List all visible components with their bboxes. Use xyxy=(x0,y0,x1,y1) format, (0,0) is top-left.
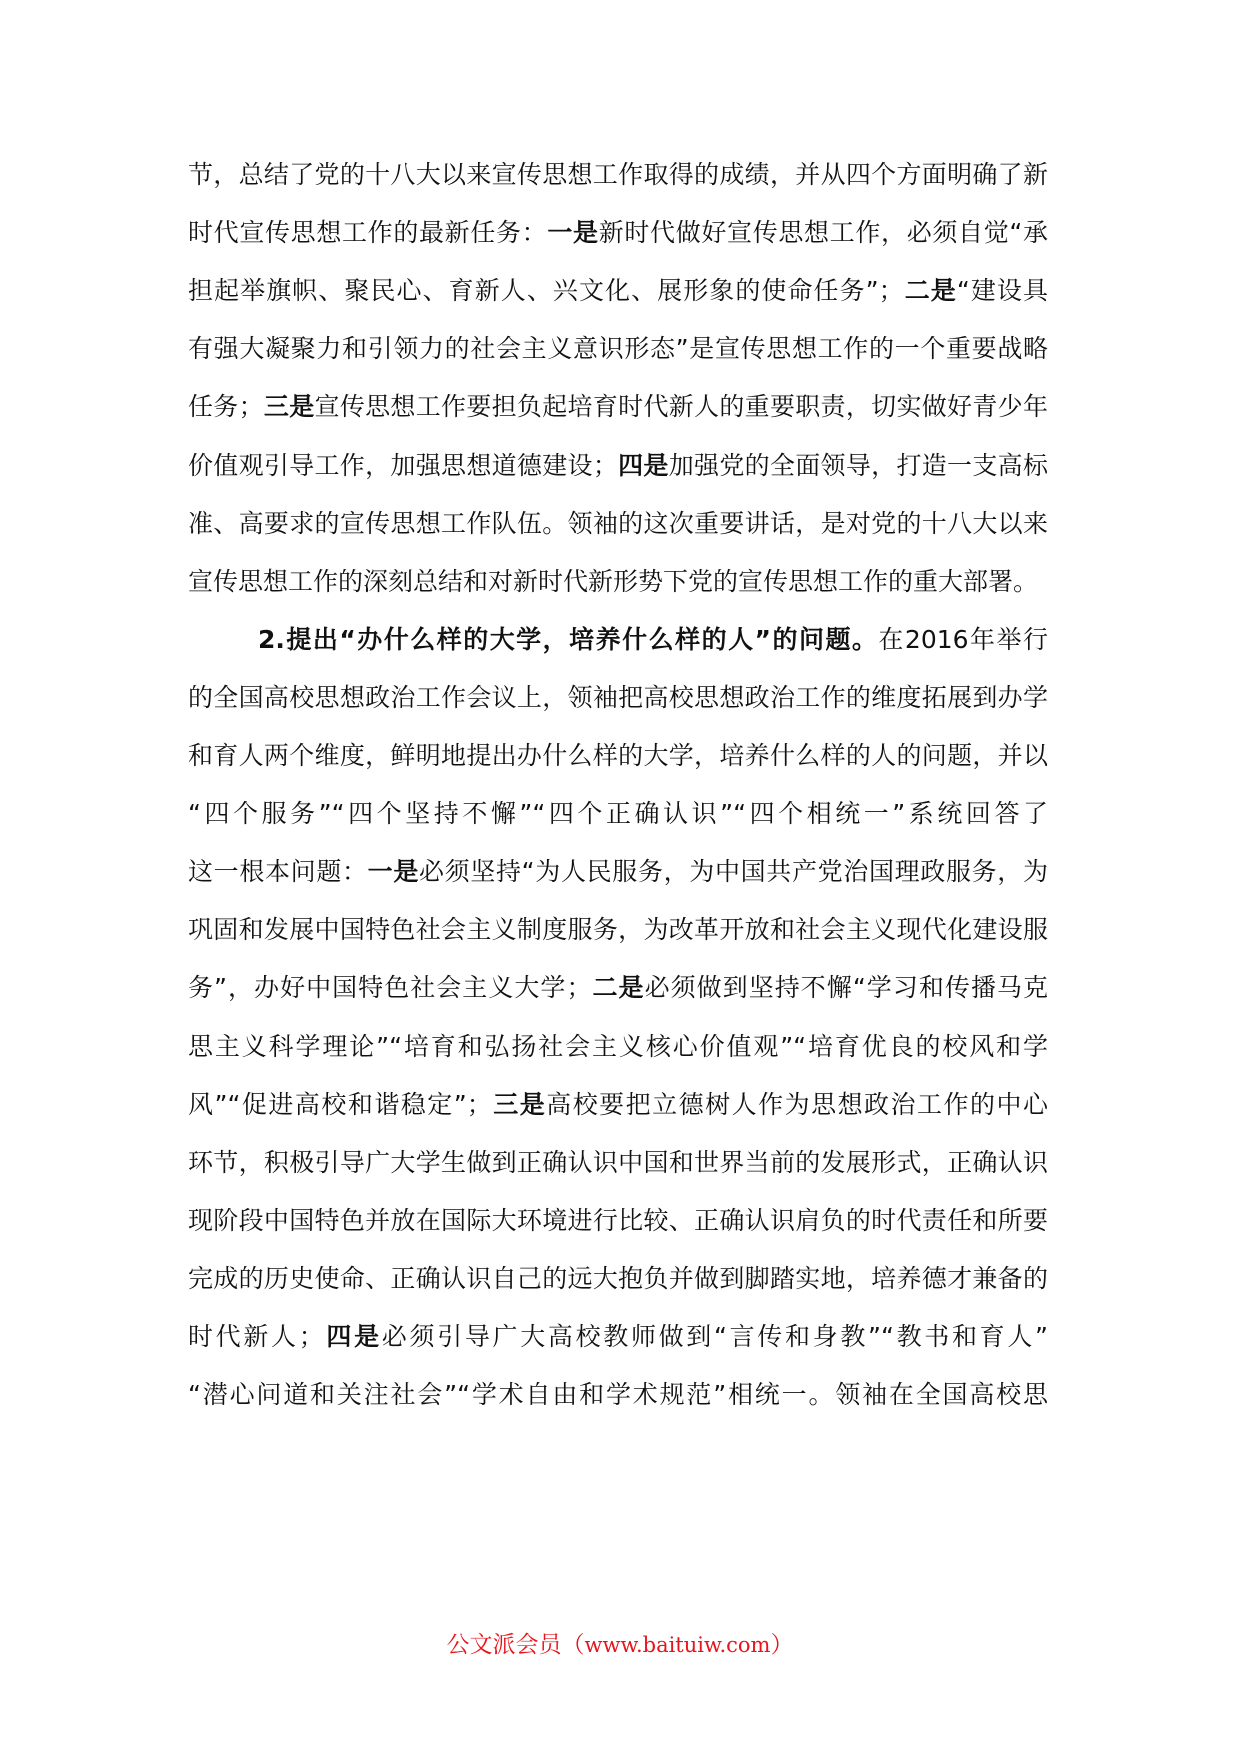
bold-text-segment: 一是 xyxy=(547,218,599,248)
text-line xyxy=(188,955,1048,1021)
text-segment: 任务； xyxy=(188,392,264,422)
bold-text-segment: 四是 xyxy=(617,450,669,480)
text-segment: 时代宣传思想工作的最新任务： xyxy=(188,218,548,248)
text-segment: 思主义科学理论”“培育和弘扬社会主义核心价值观”“培育优良的校风和学 xyxy=(188,1031,1048,1061)
text-segment: 的全国高校思想政治工作会议上，领袖把高校思想政治工作的维度拓展到办学 xyxy=(188,682,1048,712)
bold-text-segment: 三是 xyxy=(491,1089,547,1119)
text-line xyxy=(188,142,1048,208)
text-segment: 价值观引导工作，加强思想道德建设； xyxy=(188,450,618,480)
bold-text-segment: 二是 xyxy=(903,276,957,306)
text-segment: 加强党的全面领导，打造一支高标 xyxy=(668,450,1048,480)
text-line xyxy=(188,374,1048,440)
text-segment: 节，总结了党的十八大以来宣传思想工作取得的成绩，并从四个方面明确了新 xyxy=(188,160,1048,189)
bold-text-segment: 二是 xyxy=(591,973,645,1003)
text-segment: 这一根本问题： xyxy=(188,857,368,887)
text-line xyxy=(188,1304,1048,1370)
text-segment: 风”“促进高校和谐稳定”； xyxy=(188,1089,492,1119)
text-line xyxy=(188,839,1048,905)
text-line xyxy=(188,433,1048,499)
text-segment: 在2016年举行 xyxy=(878,624,1048,654)
text-line xyxy=(188,1246,1048,1312)
text-segment: 新时代做好宣传思想工作，必须自觉“承 xyxy=(598,218,1048,248)
text-segment: “建设具 xyxy=(956,276,1048,306)
text-segment: 宣传思想工作的深刻总结和对新时代新形势下党的宣传思想工作的重大部署。 xyxy=(188,566,1039,596)
text-line xyxy=(188,781,1048,847)
text-line xyxy=(258,607,1048,673)
text-segment: 务”，办好中国特色社会主义大学； xyxy=(188,973,592,1003)
text-segment: 现阶段中国特色并放在国际大环境进行比较、正确认识肩负的时代责任和所要 xyxy=(188,1205,1048,1235)
text-line xyxy=(188,1014,1048,1080)
text-line xyxy=(188,665,1048,731)
text-segment: 必须引导广大高校教师做到“言传和身教”“教书和育人” xyxy=(381,1322,1048,1351)
footer-label: 公文派会员（ xyxy=(446,1632,585,1658)
text-segment: “潜心问道和关注社会”“学术自由和学术规范”相统一。领袖在全国高校思 xyxy=(188,1380,1048,1410)
bold-text-segment: 三是 xyxy=(263,392,315,422)
text-line xyxy=(188,316,1048,382)
text-line xyxy=(188,491,1048,557)
footer-url[interactable]: www.baituiw.com xyxy=(584,1633,771,1657)
text-segment: “四个服务”“四个坚持不懈”“四个正确认识”“四个相统一”系统回答了 xyxy=(188,799,1048,829)
text-segment: 完成的历史使命、正确认识自己的远大抱负并做到脚踏实地，培养德才兼备的 xyxy=(188,1263,1048,1293)
watermark-footer xyxy=(0,1625,1240,1665)
text-segment: 担起举旗帜、聚民心、育新人、兴文化、展形象的使命任务”； xyxy=(188,276,904,306)
footer-close: ） xyxy=(770,1632,794,1658)
text-line xyxy=(188,549,1048,615)
text-segment: 必须做到坚持不懈“学习和传播马克 xyxy=(644,973,1049,1003)
text-segment: 巩固和发展中国特色社会主义制度服务，为改革开放和社会主义现代化建设服 xyxy=(188,915,1048,945)
text-segment: 和育人两个维度，鲜明地提出办什么样的大学，培养什么样的人的问题，并以 xyxy=(188,741,1048,770)
text-line xyxy=(188,258,1048,324)
text-line xyxy=(188,723,1048,789)
bold-text-segment: 四是 xyxy=(323,1322,382,1351)
text-line xyxy=(188,1362,1048,1428)
text-segment: 必须坚持“为人民服务，为中国共产党治国理政服务，为 xyxy=(419,857,1048,887)
text-segment: 准、高要求的宣传思想工作队伍。领袖的这次重要讲话，是对党的十八大以来 xyxy=(188,508,1048,538)
text-line xyxy=(188,897,1048,963)
text-segment: 宣传思想工作要担负起培育时代新人的重要职责，切实做好青少年 xyxy=(314,392,1048,422)
text-line xyxy=(188,1130,1048,1196)
text-segment: 高校要把立德树人作为思想政治工作的中心 xyxy=(546,1089,1048,1119)
text-segment: 有强大凝聚力和引领力的社会主义意识形态”是宣传思想工作的一个重要战略 xyxy=(188,334,1048,364)
bold-text-segment: 2.提出“办什么样的大学，培养什么样的人”的问题。 xyxy=(258,624,879,654)
text-segment: 环节，积极引导广大学生做到正确认识中国和世界当前的发展形式，正确认识 xyxy=(188,1147,1048,1177)
text-line xyxy=(188,1072,1048,1138)
text-line xyxy=(188,200,1048,266)
text-line xyxy=(188,1188,1048,1254)
text-segment: 时代新人； xyxy=(188,1322,324,1351)
bold-text-segment: 一是 xyxy=(367,857,420,887)
